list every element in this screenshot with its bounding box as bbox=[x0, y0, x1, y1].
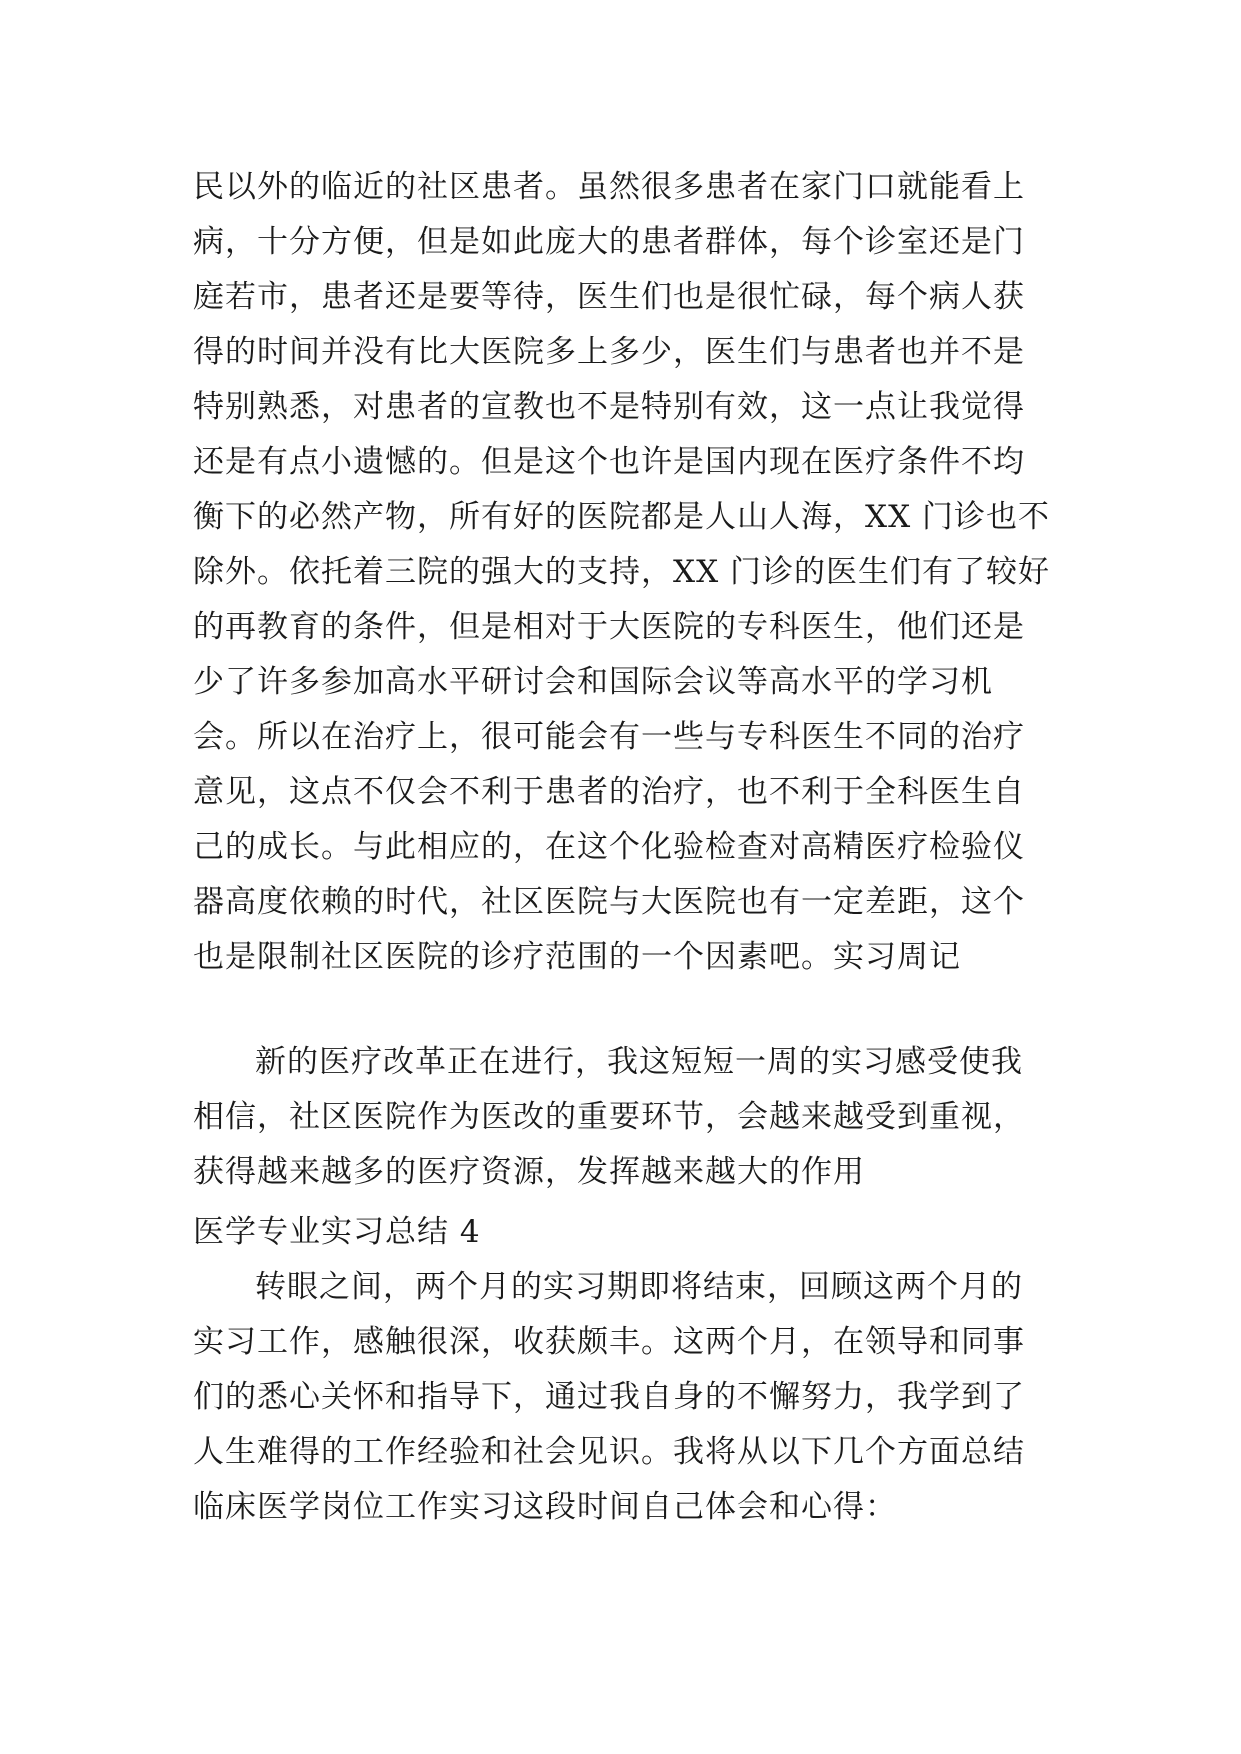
text-line: 庭若市，患者还是要等待，医生们也是很忙碌，每个病人获 bbox=[193, 279, 1025, 315]
text-line: 临床医学岗位工作实习这段时间自己体会和心得： bbox=[193, 1489, 897, 1525]
text-line: 新的医疗改革正在进行，我这短短一周的实习感受使我 bbox=[255, 1044, 1023, 1080]
section-heading-block bbox=[193, 1205, 1073, 1260]
text-line: 少了许多参加高水平研讨会和国际会议等高水平的学习机 bbox=[193, 664, 993, 700]
text-line: 获得越来越多的医疗资源，发挥越来越大的作用 bbox=[193, 1154, 865, 1190]
text-line: 除外。依托着三院的强大的支持，XX 门诊的医生们有了较好 bbox=[193, 554, 1050, 590]
text-line: 己的成长。与此相应的，在这个化验检查对高精医疗检验仪 bbox=[193, 829, 1025, 865]
paragraph-internship-summary bbox=[193, 1260, 1073, 1535]
text-line: 意见，这点不仅会不利于患者的治疗，也不利于全科医生自 bbox=[193, 774, 1025, 810]
text-line: 衡下的必然产物，所有好的医院都是人山人海，XX 门诊也不 bbox=[193, 499, 1050, 535]
paragraph-medical-reform bbox=[193, 1035, 1073, 1200]
text-line: 也是限制社区医院的诊疗范围的一个因素吧。实习周记 bbox=[193, 939, 961, 975]
text-line: 的再教育的条件，但是相对于大医院的专科医生，他们还是 bbox=[193, 609, 1025, 645]
text-line: 转眼之间，两个月的实习期即将结束，回顾这两个月的 bbox=[255, 1269, 1023, 1305]
text-line: 实习工作，感触很深，收获颇丰。这两个月，在领导和同事 bbox=[193, 1324, 1025, 1360]
section-heading: 医学专业实习总结 4 bbox=[193, 1214, 481, 1250]
paragraph-community-clinic bbox=[193, 160, 1073, 985]
text-line: 们的悉心关怀和指导下，通过我自身的不懈努力，我学到了 bbox=[193, 1379, 1025, 1415]
text-line: 民以外的临近的社区患者。虽然很多患者在家门口就能看上 bbox=[193, 169, 1025, 205]
text-line: 特别熟悉，对患者的宣教也不是特别有效，这一点让我觉得 bbox=[193, 389, 1025, 425]
text-line: 得的时间并没有比大医院多上多少，医生们与患者也并不是 bbox=[193, 334, 1025, 370]
text-line: 会。所以在治疗上，很可能会有一些与专科医生不同的治疗 bbox=[193, 719, 1025, 755]
text-line: 相信，社区医院作为医改的重要环节，会越来越受到重视， bbox=[193, 1099, 1025, 1135]
text-line: 人生难得的工作经验和社会见识。我将从以下几个方面总结 bbox=[193, 1434, 1025, 1470]
text-line: 还是有点小遗憾的。但是这个也许是国内现在医疗条件不均 bbox=[193, 444, 1025, 480]
text-line: 病，十分方便，但是如此庞大的患者群体，每个诊室还是门 bbox=[193, 224, 1025, 260]
text-line: 器高度依赖的时代，社区医院与大医院也有一定差距，这个 bbox=[193, 884, 1025, 920]
